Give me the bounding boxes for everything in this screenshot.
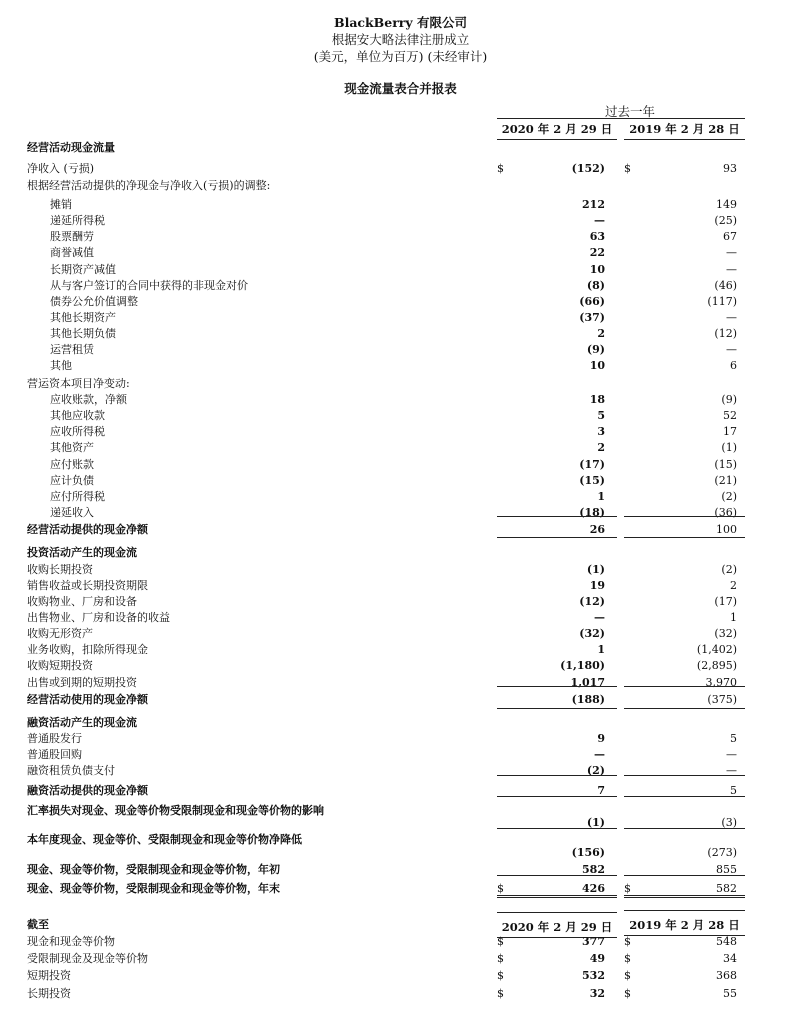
subtotal-rule [497,537,617,538]
value-2019: 17 [723,425,737,438]
value-2019: 55 [723,987,737,1000]
value-2019: 548 [716,935,737,948]
value-2019: — [726,748,737,761]
value-2020: 10 [589,359,605,372]
value-2019: (2) [721,563,737,576]
subtotal-rule [624,516,745,517]
subtotal-rule [624,796,745,797]
row-label: 应收账款，净额 [50,393,127,406]
column-header-2020: 2020 年 2 月 29 日 [497,121,617,140]
value-2020: — [594,611,605,624]
row-label: 其他长期负债 [50,327,116,340]
table-row [0,161,801,177]
table-row [0,245,801,261]
value-2019: (46) [714,279,737,292]
value-2019: 6 [730,359,737,372]
subtotal-rule [497,708,617,709]
row-label: 汇率损失对现金、现金等价物受限制现金和现金等价物的影响 [27,804,324,817]
value-2020: 26 [589,523,605,536]
total-double-rule [624,895,745,898]
row-label: 根据经营活动提供的净现金与净收入(亏损)的调整: [27,179,271,192]
value-2020: (17) [579,458,605,471]
table-row [0,731,801,747]
row-label: 普通股发行 [27,732,82,745]
table-row [0,951,801,967]
value-2019: (36) [714,506,737,519]
row-label: 出售或到期的短期投资 [27,676,137,689]
total-double-rule [497,895,617,898]
value-2020: 19 [589,579,605,592]
value-2019: (117) [707,295,737,308]
table-row [0,326,801,342]
value-2020: (1) [586,816,605,829]
row-label: 其他资产 [50,441,94,454]
value-2020: 2 [597,327,605,340]
value-2020: 49 [589,952,605,965]
value-2020: 1,017 [570,676,605,689]
currency-symbol: $ [624,987,631,1000]
value-2019: 52 [723,409,737,422]
value-2019: 5 [730,732,737,745]
table-row [0,968,801,984]
currency-symbol: $ [497,162,504,175]
value-2020: 377 [582,935,605,948]
row-label: 经营活动现金流量 [27,141,115,154]
value-2019: 34 [723,952,737,965]
statement-title: 现金流量表合并报表 [344,81,457,96]
value-2019: (32) [714,627,737,640]
value-2019: (1,402) [696,643,737,656]
subtotal-rule [497,516,617,517]
currency-symbol: $ [624,162,631,175]
value-2020: 32 [589,987,605,1000]
value-2020: 9 [597,732,605,745]
table-row [0,376,801,392]
row-label: 融资活动提供的现金净额 [27,784,148,797]
value-2019: — [726,246,737,259]
value-2019: 582 [716,882,737,895]
value-2019: — [726,764,737,777]
table-row [0,457,801,473]
subtotal-rule [497,796,617,797]
row-label: 业务收购，扣除所得现金 [27,643,148,656]
currency-symbol: $ [497,935,504,948]
value-2019: (17) [714,595,737,608]
row-label: 股票酬劳 [50,230,94,243]
row-label: 现金、现金等价物，受限制现金和现金等价物，年初 [27,863,280,876]
row-label: 普通股回购 [27,748,82,761]
value-2019: (9) [721,393,737,406]
row-label: 运营租赁 [50,343,94,356]
table-row [0,440,801,456]
row-label: 其他 [50,359,72,372]
value-2020: 18 [589,393,605,406]
value-2019: (2) [721,490,737,503]
subtotal-rule [497,875,617,876]
value-2020: (1,180) [560,659,605,672]
table-row [0,213,801,229]
value-2020: 1 [597,490,605,503]
value-2019: — [726,311,737,324]
table-row [0,392,801,408]
value-2020: (156) [571,846,605,859]
table-row [0,408,801,424]
value-2019: (15) [714,458,737,471]
subtotal-rule [497,775,617,776]
row-label: 投资活动产生的现金流 [27,546,137,559]
table-row [0,424,801,440]
table-row [0,342,801,358]
row-label: 债券公允价值调整 [50,295,138,308]
table-row [0,934,801,950]
value-2020: — [594,214,605,227]
value-2020: 22 [589,246,605,259]
table-row [0,845,801,861]
value-2020: 1 [597,643,605,656]
currency-symbol: $ [624,952,631,965]
value-2019: 93 [723,162,737,175]
subtotal-rule [497,686,617,687]
table-row [0,610,801,626]
table-row [0,489,801,505]
value-2020: 212 [582,198,605,211]
subtotal-rule [624,775,745,776]
row-label: 其他长期资产 [50,311,116,324]
table-row [0,658,801,674]
value-2019: (2,895) [696,659,737,672]
value-2020: — [594,748,605,761]
subtotal-rule [624,875,745,876]
row-label: 长期资产减值 [50,263,116,276]
value-2020: 7 [597,784,605,797]
table-row [0,715,801,731]
row-label: 摊销 [50,198,72,211]
table-row [0,310,801,326]
table-row [0,197,801,213]
currency-symbol: $ [624,882,631,895]
subtotal-rule [624,537,745,538]
value-2019: (375) [707,693,737,706]
value-2019: 2 [730,579,737,592]
as-of-label: 截至 [27,918,49,931]
value-2020: (66) [579,295,605,308]
row-label: 营运资本项目净变动: [27,377,130,390]
currency-symbol: $ [497,882,504,895]
table-row [0,140,801,156]
value-2020: (152) [571,162,605,175]
row-label: 收购长期投资 [27,563,93,576]
table-row [0,692,801,708]
currency-symbol: $ [497,987,504,1000]
column-header-2019: 2019 年 2 月 28 日 [624,121,745,140]
table-row [0,522,801,538]
row-label: 应付所得税 [50,490,105,503]
table-row [0,675,801,691]
subtotal-rule [624,686,745,687]
subtotal-rule [624,708,745,709]
table-row [0,986,801,1002]
value-2020: (37) [579,311,605,324]
value-2019: (21) [714,474,737,487]
value-2019: (3) [721,816,737,829]
value-2019: (1) [721,441,737,454]
table-row [0,747,801,763]
row-label: 本年度现金、现金等价、受限制现金和现金等价物净降低 [27,833,302,846]
value-2019: — [726,343,737,356]
row-label: 收购物业、厂房和设备 [27,595,137,608]
value-2020: (32) [579,627,605,640]
table-row [0,562,801,578]
row-label: 出售物业、厂房和设备的收益 [27,611,170,624]
footer-column-header-2019: 2019 年 2 月 28 日 [624,917,745,936]
value-2020: (2) [586,764,605,777]
row-label: 收购短期投资 [27,659,93,672]
row-label: 应收所得税 [50,425,105,438]
value-2020: 532 [582,969,605,982]
row-label: 应付账款 [50,458,94,471]
value-2020: 2 [597,441,605,454]
period-label: 过去一年 [604,104,655,119]
footer-top-rule-2019 [624,910,745,911]
table-row [0,578,801,594]
table-row [0,763,801,779]
value-2019: (12) [714,327,737,340]
value-2019: 5 [730,784,737,797]
row-label: 经营活动提供的现金净额 [27,523,148,536]
value-2020: (9) [586,343,605,356]
row-label: 递延所得税 [50,214,105,227]
value-2020: 582 [582,863,605,876]
value-2019: — [726,263,737,276]
row-label: 现金、现金等价物，受限制现金和现金等价物，年末 [27,882,280,895]
period-rule [497,118,745,119]
value-2019: 855 [716,863,737,876]
row-label: 受限制现金及现金等价物 [27,952,148,965]
row-label: 现金和现金等价物 [27,935,115,948]
row-label: 应计负债 [50,474,94,487]
company-name: BlackBerry 有限公司 [334,15,467,30]
table-row [0,262,801,278]
table-row [0,178,801,194]
subtotal-rule [497,828,617,829]
row-label: 经营活动使用的现金净额 [27,693,148,706]
table-row [0,473,801,489]
row-label: 递延收入 [50,506,94,519]
value-2019: 1 [730,611,737,624]
row-label: 净收入 (亏损) [27,162,95,175]
value-2020: (15) [579,474,605,487]
table-row [0,594,801,610]
row-label: 融资租赁负债支付 [27,764,115,777]
value-2020: (18) [579,506,605,519]
value-2020: (188) [571,693,605,706]
row-label: 从与客户签订的合同中获得的非现金对价 [50,279,248,292]
value-2020: 5 [597,409,605,422]
units-note: (美元，单位为百万) (未经审计) [313,49,488,64]
value-2019: 149 [716,198,737,211]
value-2020: (1) [586,563,605,576]
value-2019: 67 [723,230,737,243]
table-row [0,545,801,561]
value-2020: 3 [597,425,605,438]
table-row [0,278,801,294]
value-2019: (25) [714,214,737,227]
table-row [0,642,801,658]
table-row [0,294,801,310]
row-label: 销售收益或长期投资期限 [27,579,148,592]
row-label: 商誉减值 [50,246,94,259]
value-2020: (8) [586,279,605,292]
value-2020: 10 [589,263,605,276]
table-row [0,358,801,374]
value-2019: 100 [716,523,737,536]
value-2020: 63 [589,230,605,243]
value-2019: 368 [716,969,737,982]
footer-column-header-2020: 2020 年 2 月 29 日 [497,919,617,938]
incorporation-note: 根据安大略法律注册成立 [331,32,470,47]
row-label: 收购无形资产 [27,627,93,640]
value-2020: (12) [579,595,605,608]
currency-symbol: $ [497,969,504,982]
value-2019: (273) [707,846,737,859]
table-row [0,505,801,521]
row-label: 融资活动产生的现金流 [27,716,137,729]
row-label: 其他应收款 [50,409,105,422]
currency-symbol: $ [624,969,631,982]
footer-top-rule-2020 [497,912,617,913]
currency-symbol: $ [497,952,504,965]
currency-symbol: $ [624,935,631,948]
table-row [0,229,801,245]
row-label: 短期投资 [27,969,71,982]
table-row [0,626,801,642]
subtotal-rule [624,828,745,829]
row-label: 长期投资 [27,987,71,1000]
value-2019: 3,970 [705,676,737,689]
value-2020: 426 [582,882,605,895]
